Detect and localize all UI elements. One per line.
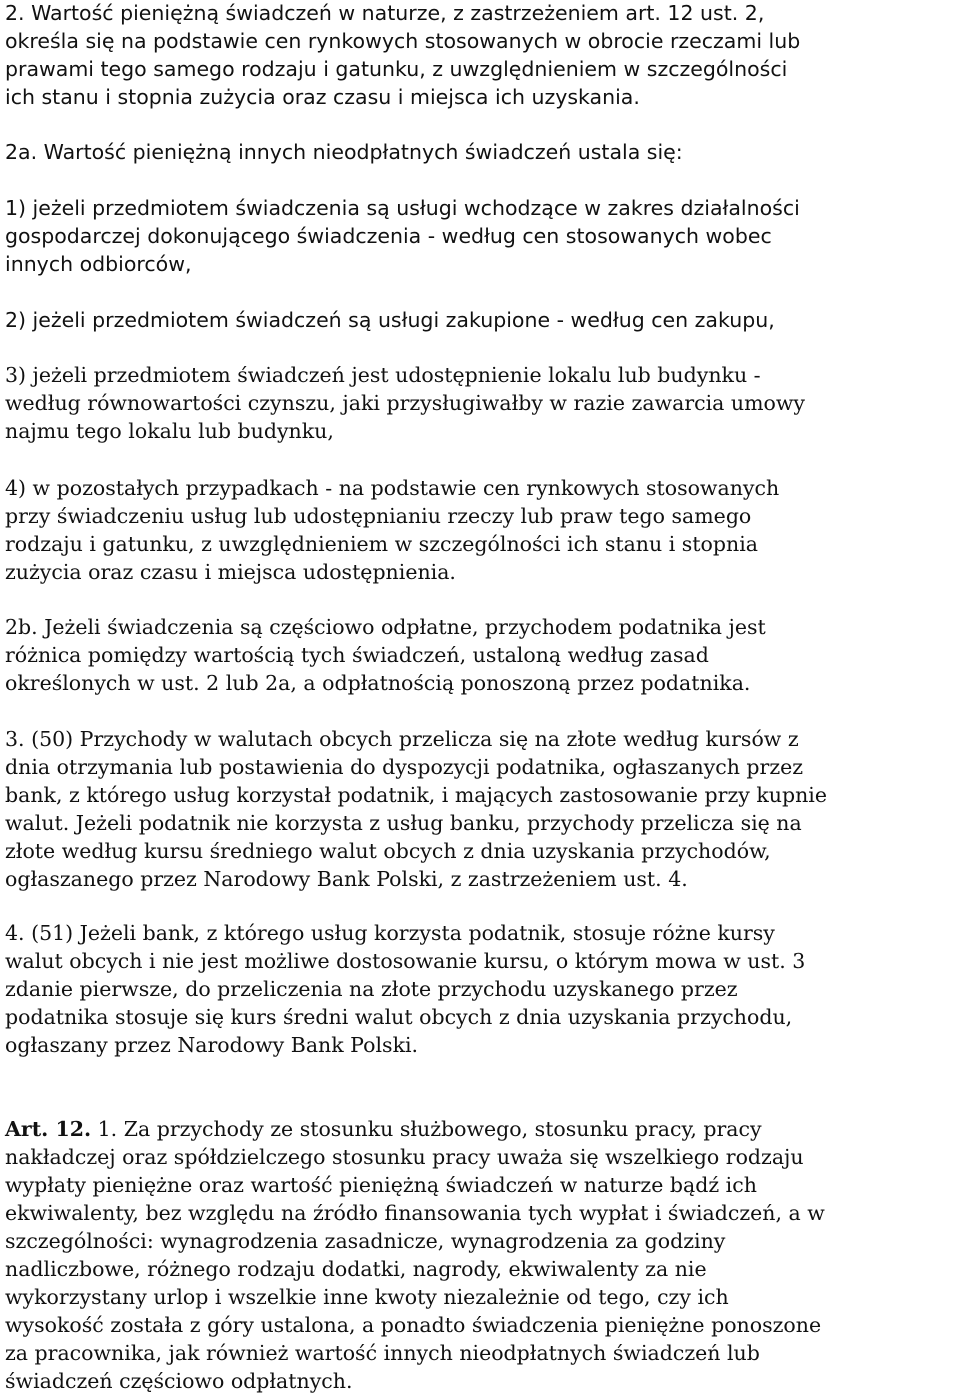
paragraph-line: ogłaszanego przez Narodowy Bank Polski, z zastrzeżeniem ust. 4. [5, 867, 688, 891]
paragraph-line: gospodarczej dokonującego świadczenia - według cen stosowanych wobec [5, 224, 772, 248]
paragraph-line: 2b. Jeżeli świadczenia są częściowo odpłatne, przychodem podatnika jest [5, 615, 766, 639]
paragraph-line: 2. Wartość pieniężną świadczeń w naturze, z zastrzeżeniem art. 12 ust. 2, [5, 1, 765, 25]
paragraph-line: nakładczej oraz spółdzielczego stosunku pracy uważa się wszelkiego rodzaju [5, 1145, 804, 1169]
paragraph-line: innych odbiorców, [5, 252, 192, 276]
paragraph-line: wysokość została z góry ustalona, a ponadto świadczenia pieniężne ponoszone [5, 1313, 822, 1337]
paragraph-line: określonych w ust. 2 lub 2a, a odpłatnością ponoszoną przez podatnika. [5, 671, 751, 695]
paragraph-line: określa się na podstawie cen rynkowych stosowanych w obrocie rzeczami lub [5, 29, 801, 53]
paragraph-line: 3) jeżeli przedmiotem świadczeń jest udostępnienie lokalu lub budynku - [5, 363, 761, 387]
paragraph-line: 3. (50) Przychody w walutach obcych przelicza się na złote według kursów z [5, 727, 799, 751]
paragraph-2a-point-3 [5, 361, 805, 445]
paragraph-line: walut. Jeżeli podatnik nie korzysta z usług banku, przychody przelicza się na [5, 811, 802, 835]
paragraph-line: nadliczbowe, różnego rodzaju dodatki, nagrody, ekwiwalenty za nie [5, 1257, 707, 1281]
paragraph-line: za pracownika, jak również wartość innych nieodpłatnych świadczeń lub [5, 1341, 760, 1365]
article-12 [5, 1115, 825, 1395]
paragraph-line: ich stanu i stopnia zużycia oraz czasu i miejsca ich uzyskania. [5, 85, 640, 109]
article-first-line [5, 1115, 825, 1143]
paragraph-2a [5, 138, 683, 166]
paragraph-line: dnia otrzymania lub postawienia do dyspozycji podatnika, ogłaszanych przez [5, 755, 804, 779]
paragraph-4 [5, 919, 805, 1059]
paragraph-line: różnica pomiędzy wartością tych świadczeń, ustaloną według zasad [5, 643, 709, 667]
paragraph-3 [5, 725, 827, 893]
article-first-line-text: 1. Za przychody ze stosunku służbowego, stosunku pracy, pracy [91, 1117, 762, 1141]
paragraph-line: prawami tego samego rodzaju i gatunku, z uwzględnieniem w szczególności [5, 57, 788, 81]
paragraph-line: walut obcych i nie jest możliwe dostosowanie kursu, o którym mowa w ust. 3 [5, 949, 806, 973]
paragraph-line: 4. (51) Jeżeli bank, z którego usług korzysta podatnik, stosuje różne kursy [5, 921, 775, 945]
paragraph-line: 1) jeżeli przedmiotem świadczenia są usługi wchodzące w zakres działalności [5, 196, 800, 220]
paragraph-line: przy świadczeniu usług lub udostępnianiu rzeczy lub praw tego samego [5, 504, 752, 528]
paragraph-2b [5, 613, 766, 697]
paragraph-2a-point-1 [5, 194, 800, 278]
paragraph-line: szczególności: wynagrodzenia zasadnicze, wynagrodzenia za godziny [5, 1229, 726, 1253]
paragraph-2a-point-2 [5, 306, 775, 334]
paragraph-2a-point-4 [5, 474, 779, 586]
paragraph-line: zdanie pierwsze, do przeliczenia na złote przychodu uzyskanego przez [5, 977, 738, 1001]
paragraph-line: 2) jeżeli przedmiotem świadczeń są usługi zakupione - według cen zakupu, [5, 308, 775, 332]
paragraph-line: zużycia oraz czasu i miejsca udostępnienia. [5, 560, 456, 584]
paragraph-line: według równowartości czynszu, jaki przysługiwałby w razie zawarcia umowy [5, 391, 806, 415]
paragraph-line: złote według kursu średniego walut obcych z dnia uzyskania przychodów, [5, 839, 771, 863]
paragraph-line: wypłaty pieniężne oraz wartość pieniężną świadczeń w naturze bądź ich [5, 1173, 757, 1197]
paragraph-line: wykorzystany urlop i wszelkie inne kwoty niezależnie od tego, czy ich [5, 1285, 729, 1309]
paragraph-line: ekwiwalenty, bez względu na źródło finansowania tych wypłat i świadczeń, a w [5, 1201, 825, 1225]
paragraph-line: 2a. Wartość pieniężną innych nieodpłatnych świadczeń ustala się: [5, 140, 683, 164]
paragraph-line: świadczeń częściowo odpłatnych. [5, 1369, 353, 1393]
paragraph-line: 4) w pozostałych przypadkach - na podstawie cen rynkowych stosowanych [5, 476, 780, 500]
paragraph-line: najmu tego lokalu lub budynku, [5, 419, 334, 443]
paragraph-line: rodzaju i gatunku, z uwzględnieniem w szczególności ich stanu i stopnia [5, 532, 758, 556]
paragraph-line: bank, z którego usług korzystał podatnik, i mających zastosowanie przy kupnie [5, 783, 827, 807]
paragraph-line: podatnika stosuje się kurs średni walut obcych z dnia uzyskania przychodu, [5, 1005, 793, 1029]
article-heading: Art. 12. [5, 1117, 92, 1141]
paragraph-2 [5, 0, 800, 111]
paragraph-line: ogłaszany przez Narodowy Bank Polski. [5, 1033, 419, 1057]
